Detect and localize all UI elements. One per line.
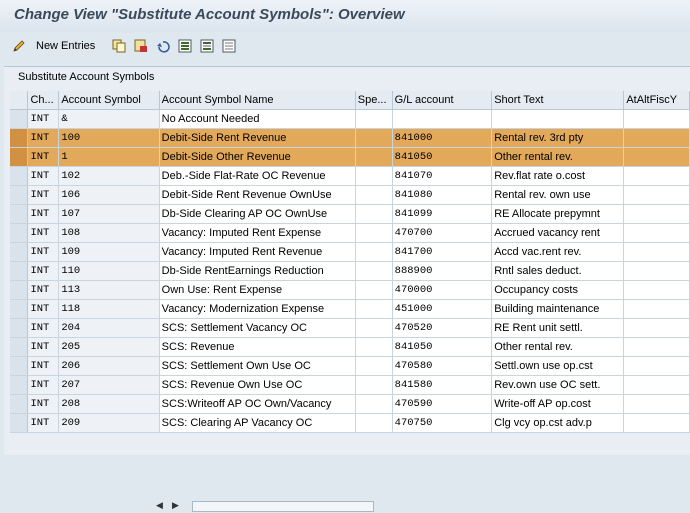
- account-symbol-cell: 107: [59, 205, 159, 224]
- column-header-gl-account[interactable]: G/L account: [392, 91, 492, 110]
- account-symbol-cell: 108: [59, 224, 159, 243]
- gl-account-cell[interactable]: 841700: [392, 243, 492, 262]
- row-selector[interactable]: [10, 110, 28, 129]
- short-text-cell: Building maintenance: [492, 300, 624, 319]
- page-title: Change View "Substitute Account Symbols": Overview: [14, 6, 405, 23]
- account-symbol-cell: 209: [59, 414, 159, 433]
- account-symbol-name-cell[interactable]: Vacancy: Modernization Expense: [159, 300, 355, 319]
- row-selector[interactable]: [10, 395, 28, 414]
- table-row[interactable]: [10, 129, 690, 148]
- column-header-short-text[interactable]: Short Text: [492, 91, 624, 110]
- deselect-all-icon: [222, 39, 236, 53]
- select-block-icon: [200, 39, 214, 53]
- horizontal-scrollbar[interactable]: [152, 499, 688, 513]
- table-row[interactable]: [10, 148, 690, 167]
- row-selector[interactable]: [10, 414, 28, 433]
- panel-title: Substitute Account Symbols: [18, 71, 155, 83]
- column-header-account-symbol-name[interactable]: Account Symbol Name: [159, 91, 355, 110]
- pencil-icon: [12, 39, 26, 53]
- special-cell[interactable]: [355, 319, 392, 338]
- alt-fiscal-year-cell[interactable]: [624, 224, 690, 243]
- special-cell[interactable]: [355, 167, 392, 186]
- chart-cell: INT: [28, 338, 59, 357]
- short-text-cell: Rntl sales deduct.: [492, 262, 624, 281]
- short-text-cell: Rental rev. 3rd pty: [492, 129, 624, 148]
- account-symbol-name-cell[interactable]: Own Use: Rent Expense: [159, 281, 355, 300]
- account-symbol-cell: 204: [59, 319, 159, 338]
- new-entries-button[interactable]: [12, 37, 95, 55]
- account-symbol-name-cell[interactable]: SCS: Revenue Own Use OC: [159, 376, 355, 395]
- account-symbol-cell: 207: [59, 376, 159, 395]
- account-symbol-cell: 102: [59, 167, 159, 186]
- short-text-cell: Other rental rev.: [492, 148, 624, 167]
- row-selector[interactable]: [10, 262, 28, 281]
- short-text-cell: RE Rent unit settl.: [492, 319, 624, 338]
- account-symbol-name-cell[interactable]: Db-Side Clearing AP OC OwnUse: [159, 205, 355, 224]
- gl-account-cell[interactable]: 451000: [392, 300, 492, 319]
- alt-fiscal-year-cell[interactable]: [624, 243, 690, 262]
- chart-cell: INT: [28, 243, 59, 262]
- table-row[interactable]: [10, 281, 690, 300]
- table-row[interactable]: [10, 167, 690, 186]
- special-cell[interactable]: [355, 243, 392, 262]
- column-header-account-symbol[interactable]: Account Symbol: [59, 91, 159, 110]
- alt-fiscal-year-cell[interactable]: [624, 167, 690, 186]
- short-text-cell: Settl.own use op.cst: [492, 357, 624, 376]
- chart-cell: INT: [28, 110, 59, 129]
- gl-account-cell[interactable]: 841070: [392, 167, 492, 186]
- short-text-cell: Clg vcy op.cst adv.p: [492, 414, 624, 433]
- deselect-all-button[interactable]: [222, 37, 236, 55]
- row-selector[interactable]: [10, 319, 28, 338]
- column-header-alt-fiscal-year[interactable]: AtAltFiscY: [624, 91, 690, 110]
- chart-cell: INT: [28, 376, 59, 395]
- special-cell[interactable]: [355, 224, 392, 243]
- alt-fiscal-year-cell[interactable]: [624, 376, 690, 395]
- alt-fiscal-year-cell[interactable]: [624, 262, 690, 281]
- table-row[interactable]: [10, 243, 690, 262]
- account-symbol-name-cell[interactable]: SCS: Revenue: [159, 338, 355, 357]
- alt-fiscal-year-cell[interactable]: [624, 357, 690, 376]
- row-selector[interactable]: [10, 186, 28, 205]
- chart-cell: INT: [28, 319, 59, 338]
- short-text-cell: Accrued vacancy rent: [492, 224, 624, 243]
- alt-fiscal-year-cell[interactable]: [624, 129, 690, 148]
- gl-account-cell[interactable]: 470580: [392, 357, 492, 376]
- table-row[interactable]: [10, 319, 690, 338]
- gl-account-cell[interactable]: 841099: [392, 205, 492, 224]
- select-block-button[interactable]: [200, 37, 214, 55]
- account-symbol-cell: 110: [59, 262, 159, 281]
- special-cell[interactable]: [355, 300, 392, 319]
- alt-fiscal-year-cell[interactable]: [624, 186, 690, 205]
- short-text-cell: [492, 110, 624, 129]
- account-symbol-name-cell[interactable]: SCS: Settlement Own Use OC: [159, 357, 355, 376]
- alt-fiscal-year-cell[interactable]: [624, 319, 690, 338]
- account-symbol-name-cell[interactable]: SCS: Clearing AP Vacancy OC: [159, 414, 355, 433]
- copy-button[interactable]: [112, 37, 126, 55]
- table-row[interactable]: [10, 186, 690, 205]
- gl-account-cell[interactable]: 470520: [392, 319, 492, 338]
- account-symbol-cell: 100: [59, 129, 159, 148]
- gl-account-cell[interactable]: 470590: [392, 395, 492, 414]
- account-symbol-name-cell[interactable]: No Account Needed: [159, 110, 355, 129]
- account-symbol-cell: 118: [59, 300, 159, 319]
- column-header-special[interactable]: Spe...: [355, 91, 392, 110]
- special-cell[interactable]: [355, 414, 392, 433]
- scroll-right-icon[interactable]: ▶: [172, 500, 179, 510]
- row-selector[interactable]: [10, 205, 28, 224]
- short-text-cell: Other rental rev.: [492, 338, 624, 357]
- chart-cell: INT: [28, 205, 59, 224]
- table-row[interactable]: [10, 338, 690, 357]
- short-text-cell: Occupancy costs: [492, 281, 624, 300]
- alt-fiscal-year-cell[interactable]: [624, 300, 690, 319]
- row-selector[interactable]: [10, 357, 28, 376]
- select-all-rows-cell[interactable]: [10, 91, 28, 110]
- account-symbol-cell: 109: [59, 243, 159, 262]
- short-text-cell: Accd vac.rent rev.: [492, 243, 624, 262]
- gl-account-cell[interactable]: 841580: [392, 376, 492, 395]
- title-bar: [0, 0, 690, 32]
- account-symbol-name-cell[interactable]: SCS:Writeoff AP OC Own/Vacancy: [159, 395, 355, 414]
- special-cell[interactable]: [355, 357, 392, 376]
- undo-icon: [156, 39, 170, 53]
- alt-fiscal-year-cell[interactable]: [624, 205, 690, 224]
- account-symbol-name-cell[interactable]: Deb.-Side Flat-Rate OC Revenue: [159, 167, 355, 186]
- special-cell[interactable]: [355, 376, 392, 395]
- chart-cell: INT: [28, 167, 59, 186]
- short-text-cell: Write-off AP op.cost: [492, 395, 624, 414]
- substitute-account-symbols-table: [10, 91, 690, 433]
- account-symbol-name-cell[interactable]: Debit-Side Rent Revenue: [159, 129, 355, 148]
- account-symbol-cell: &: [59, 110, 159, 129]
- table-row[interactable]: [10, 205, 690, 224]
- row-selector[interactable]: [10, 376, 28, 395]
- alt-fiscal-year-cell[interactable]: [624, 414, 690, 433]
- account-symbol-cell: 208: [59, 395, 159, 414]
- gl-account-cell[interactable]: 841050: [392, 338, 492, 357]
- gl-account-cell[interactable]: 470000: [392, 281, 492, 300]
- gl-account-cell[interactable]: 470700: [392, 224, 492, 243]
- alt-fiscal-year-cell[interactable]: [624, 281, 690, 300]
- table-header: [10, 91, 690, 110]
- gl-account-cell[interactable]: 888900: [392, 262, 492, 281]
- special-cell[interactable]: [355, 129, 392, 148]
- row-selector[interactable]: [10, 224, 28, 243]
- account-symbol-name-cell[interactable]: Debit-Side Rent Revenue OwnUse: [159, 186, 355, 205]
- short-text-cell: RE Allocate prepymnt: [492, 205, 624, 224]
- chart-cell: INT: [28, 262, 59, 281]
- gl-account-cell[interactable]: 841000: [392, 129, 492, 148]
- gl-account-cell[interactable]: 841050: [392, 148, 492, 167]
- select-all-icon: [178, 39, 192, 53]
- account-symbol-name-cell[interactable]: Db-Side RentEarnings Reduction: [159, 262, 355, 281]
- account-symbol-cell: 205: [59, 338, 159, 357]
- special-cell[interactable]: [355, 262, 392, 281]
- undo-button[interactable]: [156, 37, 170, 55]
- table-row[interactable]: [10, 110, 690, 129]
- gl-account-cell[interactable]: 841080: [392, 186, 492, 205]
- scrollbar-thumb[interactable]: [192, 501, 374, 512]
- column-header-chart[interactable]: Ch...: [28, 91, 59, 110]
- alt-fiscal-year-cell[interactable]: [624, 110, 690, 129]
- special-cell[interactable]: [355, 110, 392, 129]
- row-selector[interactable]: [10, 148, 28, 167]
- account-symbol-cell: 106: [59, 186, 159, 205]
- short-text-cell: Rev.own use OC sett.: [492, 376, 624, 395]
- chart-cell: INT: [28, 148, 59, 167]
- table-control: [10, 91, 690, 433]
- delete-icon: [134, 39, 148, 53]
- chart-cell: INT: [28, 281, 59, 300]
- scroll-left-icon[interactable]: ◀: [156, 500, 163, 510]
- alt-fiscal-year-cell[interactable]: [624, 148, 690, 167]
- special-cell[interactable]: [355, 338, 392, 357]
- account-symbol-name-cell[interactable]: Vacancy: Imputed Rent Expense: [159, 224, 355, 243]
- copy-icon: [112, 39, 126, 53]
- gl-account-cell[interactable]: [392, 110, 492, 129]
- row-selector[interactable]: [10, 338, 28, 357]
- chart-cell: INT: [28, 224, 59, 243]
- table-row[interactable]: [10, 357, 690, 376]
- table-row[interactable]: [10, 376, 690, 395]
- row-selector[interactable]: [10, 167, 28, 186]
- account-symbol-name-cell[interactable]: SCS: Settlement Vacancy OC: [159, 319, 355, 338]
- special-cell[interactable]: [355, 186, 392, 205]
- account-symbol-cell: 206: [59, 357, 159, 376]
- chart-cell: INT: [28, 300, 59, 319]
- select-all-button[interactable]: [178, 37, 192, 55]
- application-toolbar: [0, 32, 690, 60]
- row-selector[interactable]: [10, 300, 28, 319]
- short-text-cell: Rev.flat rate o.cost: [492, 167, 624, 186]
- table-panel: [4, 66, 690, 510]
- account-symbol-name-cell[interactable]: Vacancy: Imputed Rent Revenue: [159, 243, 355, 262]
- alt-fiscal-year-cell[interactable]: [624, 338, 690, 357]
- special-cell[interactable]: [355, 395, 392, 414]
- delete-button[interactable]: [134, 37, 148, 55]
- chart-cell: INT: [28, 414, 59, 433]
- short-text-cell: Rental rev. own use: [492, 186, 624, 205]
- account-symbol-name-cell[interactable]: Debit-Side Other Revenue: [159, 148, 355, 167]
- table-row[interactable]: [10, 262, 690, 281]
- table-row[interactable]: [10, 224, 690, 243]
- table-row[interactable]: [10, 395, 690, 414]
- table-row[interactable]: [10, 300, 690, 319]
- chart-cell: INT: [28, 357, 59, 376]
- special-cell[interactable]: [355, 205, 392, 224]
- gl-account-cell[interactable]: 470750: [392, 414, 492, 433]
- account-symbol-cell: 113: [59, 281, 159, 300]
- chart-cell: INT: [28, 395, 59, 414]
- account-symbol-cell: 1: [59, 148, 159, 167]
- row-selector[interactable]: [10, 129, 28, 148]
- table-row[interactable]: [10, 414, 690, 433]
- alt-fiscal-year-cell[interactable]: [624, 395, 690, 414]
- chart-cell: INT: [28, 129, 59, 148]
- special-cell[interactable]: [355, 148, 392, 167]
- row-selector[interactable]: [10, 243, 28, 262]
- special-cell[interactable]: [355, 281, 392, 300]
- row-selector[interactable]: [10, 281, 28, 300]
- new-entries-label: New Entries: [36, 40, 96, 52]
- chart-cell: INT: [28, 186, 59, 205]
